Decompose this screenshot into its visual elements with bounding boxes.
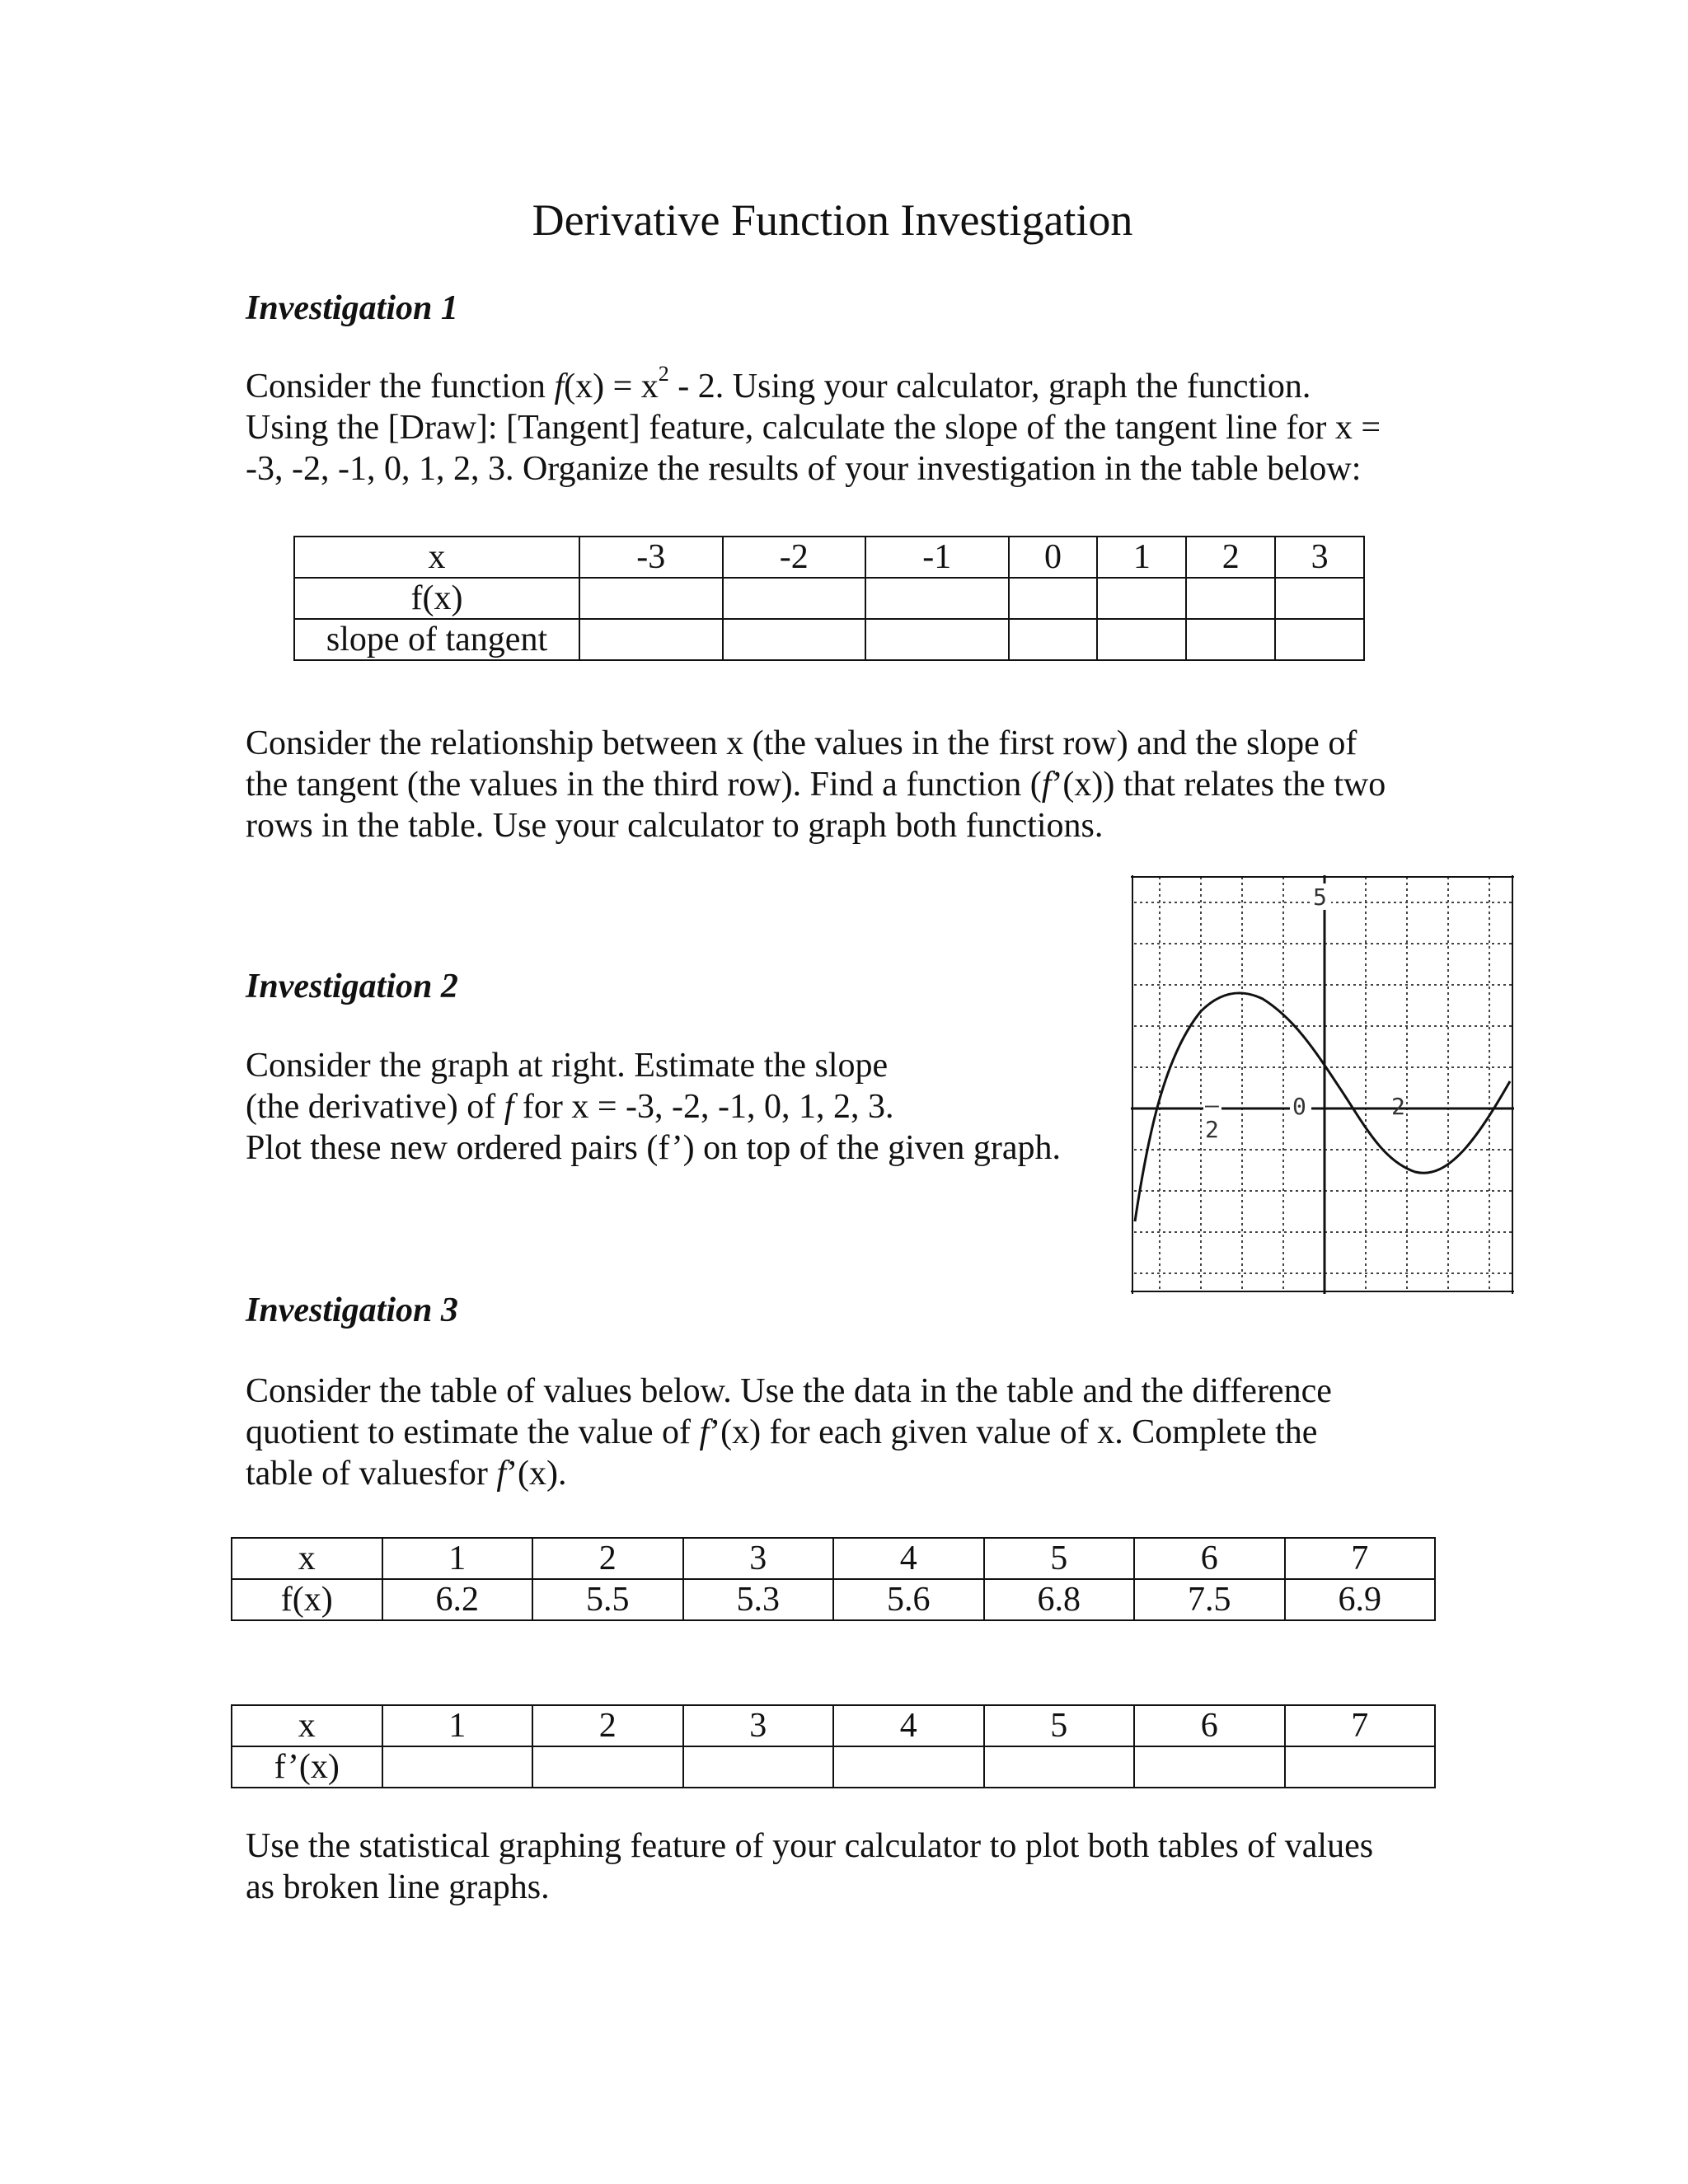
x-cell: 1 bbox=[382, 1705, 533, 1746]
slope-blank-cell[interactable] bbox=[1275, 619, 1364, 660]
fx-blank-cell[interactable] bbox=[1275, 578, 1364, 619]
derivative-values-table bbox=[231, 1704, 1436, 1788]
slope-blank-cell[interactable] bbox=[865, 619, 1009, 660]
inv3-line-2: quotient to estimate the value of f’(x) for each given value of x. Complete the bbox=[246, 1413, 1318, 1451]
inv1-line-1: Consider the function $f(x) = x^2 - 2$. Using your calculator, graph the function. bbox=[246, 362, 1311, 405]
fx-blank-cell[interactable] bbox=[1186, 578, 1275, 619]
x-cell: 6 bbox=[1134, 1705, 1285, 1746]
inv1-q-line-3: rows in the table. Use your calculator to graph both functions. bbox=[246, 807, 1104, 845]
row-label-fx: f(x) bbox=[294, 578, 579, 619]
table-row bbox=[232, 1538, 1435, 1579]
inv1-q-line-1: Consider the relationship between x (the values in the first row) and the slope of bbox=[246, 724, 1357, 762]
fprime-blank-cell[interactable] bbox=[1134, 1746, 1285, 1788]
inv3-line-1: Consider the table of values below. Use the data in the table and the difference bbox=[246, 1372, 1332, 1410]
slope-blank-cell[interactable] bbox=[1009, 619, 1098, 660]
fx-cell: 6.9 bbox=[1285, 1579, 1436, 1620]
x-tick-label-neg-2: 2 bbox=[1205, 1116, 1219, 1143]
x-cell: 2 bbox=[532, 1705, 683, 1746]
fx-cell: 6.8 bbox=[984, 1579, 1135, 1620]
fx-cell: 6.2 bbox=[382, 1579, 533, 1620]
fx-cell: 5.5 bbox=[532, 1579, 683, 1620]
x-cell: 3 bbox=[683, 1538, 834, 1579]
inv3-line-3: table of valuesfor f’(x). bbox=[246, 1455, 567, 1493]
fx-blank-cell[interactable] bbox=[579, 578, 723, 619]
x-cell: 4 bbox=[833, 1705, 984, 1746]
row-label-fx: f(x) bbox=[232, 1579, 382, 1620]
fprime-blank-cell[interactable] bbox=[532, 1746, 683, 1788]
fprime-blank-cell[interactable] bbox=[1285, 1746, 1436, 1788]
investigation-1-question bbox=[246, 723, 1386, 846]
table-row bbox=[232, 1746, 1435, 1788]
investigation-1-instructions bbox=[246, 362, 1381, 490]
table-row bbox=[232, 1579, 1435, 1620]
x-cell: 0 bbox=[1009, 537, 1098, 578]
x-cell: 6 bbox=[1134, 1538, 1285, 1579]
investigation-2-heading: Investigation 2 bbox=[246, 968, 458, 1005]
x-cell: 2 bbox=[1186, 537, 1275, 578]
investigation-3-instructions bbox=[246, 1371, 1332, 1494]
fx-cell: 7.5 bbox=[1134, 1579, 1285, 1620]
x-tick-label-neg-sign: – bbox=[1205, 1091, 1219, 1118]
tangent-slope-table bbox=[293, 536, 1365, 661]
table-row bbox=[294, 578, 1364, 619]
inv1-line-2: Using the [Draw]: [Tangent] feature, calculate the slope of the tangent line for x = bbox=[246, 409, 1381, 447]
inv1-q-line-2: the tangent (the values in the third row). Find a function (f’(x)) that relates the two bbox=[246, 766, 1386, 804]
inv2-line-2: (the derivative) of f for x = -3, -2, -1, 0, 1, 2, 3. bbox=[246, 1088, 894, 1126]
slope-blank-cell[interactable] bbox=[579, 619, 723, 660]
x-cell: 3 bbox=[1275, 537, 1364, 578]
fprime-blank-cell[interactable] bbox=[984, 1746, 1135, 1788]
x-cell: 3 bbox=[683, 1705, 834, 1746]
page-title: Derivative Function Investigation bbox=[532, 195, 1133, 245]
table-row bbox=[294, 619, 1364, 660]
inv2-line-3: Plot these new ordered pairs (f’) on top of the given graph. bbox=[246, 1129, 1062, 1167]
slope-blank-cell[interactable] bbox=[723, 619, 866, 660]
inv2-line-1: Consider the graph at right. Estimate the slope bbox=[246, 1047, 889, 1085]
x-cell: 2 bbox=[532, 1538, 683, 1579]
row-label-slope: slope of tangent bbox=[294, 619, 579, 660]
closing-line-1: Use the statistical graphing feature of your calculator to plot both tables of values bbox=[246, 1827, 1374, 1865]
investigation-2-instructions bbox=[246, 1045, 1061, 1169]
dotted-grid bbox=[1134, 877, 1512, 1292]
x-cell: 7 bbox=[1285, 1705, 1436, 1746]
fx-cell: 5.3 bbox=[683, 1579, 834, 1620]
y-tick-label-5: 5 bbox=[1313, 883, 1327, 911]
closing-line-2: as broken line graphs. bbox=[246, 1868, 550, 1906]
row-label-x: x bbox=[232, 1538, 382, 1579]
fprime-blank-cell[interactable] bbox=[833, 1746, 984, 1788]
fx-blank-cell[interactable] bbox=[723, 578, 866, 619]
x-cell: 4 bbox=[833, 1538, 984, 1579]
x-cell: 5 bbox=[984, 1705, 1135, 1746]
x-cell: 1 bbox=[382, 1538, 533, 1579]
origin-label: 0 bbox=[1292, 1093, 1306, 1120]
row-label-x: x bbox=[232, 1705, 382, 1746]
x-cell: 1 bbox=[1097, 537, 1186, 578]
frame bbox=[1131, 875, 1514, 1294]
fx-blank-cell[interactable] bbox=[1009, 578, 1098, 619]
inv1-line-3: -3, -2, -1, 0, 1, 2, 3. Organize the results of your investigation in the table below: bbox=[246, 450, 1362, 488]
investigation-1-heading: Investigation 1 bbox=[246, 289, 458, 327]
fx-blank-cell[interactable] bbox=[1097, 578, 1186, 619]
fprime-blank-cell[interactable] bbox=[382, 1746, 533, 1788]
slope-blank-cell[interactable] bbox=[1097, 619, 1186, 660]
fx-values-table bbox=[231, 1537, 1436, 1621]
x-cell: -3 bbox=[579, 537, 723, 578]
x-tick-label-2: 2 bbox=[1391, 1093, 1405, 1120]
x-cell: 7 bbox=[1285, 1538, 1436, 1579]
cubic-function-graph bbox=[1131, 875, 1514, 1294]
fx-blank-cell[interactable] bbox=[865, 578, 1009, 619]
slope-blank-cell[interactable] bbox=[1186, 619, 1275, 660]
row-label-x: x bbox=[294, 537, 579, 578]
x-cell: -2 bbox=[723, 537, 866, 578]
fprime-blank-cell[interactable] bbox=[683, 1746, 834, 1788]
x-cell: -1 bbox=[865, 537, 1009, 578]
row-label-fprime: f’(x) bbox=[232, 1746, 382, 1788]
table-row bbox=[294, 537, 1364, 578]
function-curve bbox=[1135, 993, 1510, 1221]
closing-instructions bbox=[246, 1825, 1373, 1908]
x-cell: 5 bbox=[984, 1538, 1135, 1579]
fx-cell: 5.6 bbox=[833, 1579, 984, 1620]
investigation-3-heading: Investigation 3 bbox=[246, 1291, 458, 1329]
table-row bbox=[232, 1705, 1435, 1746]
